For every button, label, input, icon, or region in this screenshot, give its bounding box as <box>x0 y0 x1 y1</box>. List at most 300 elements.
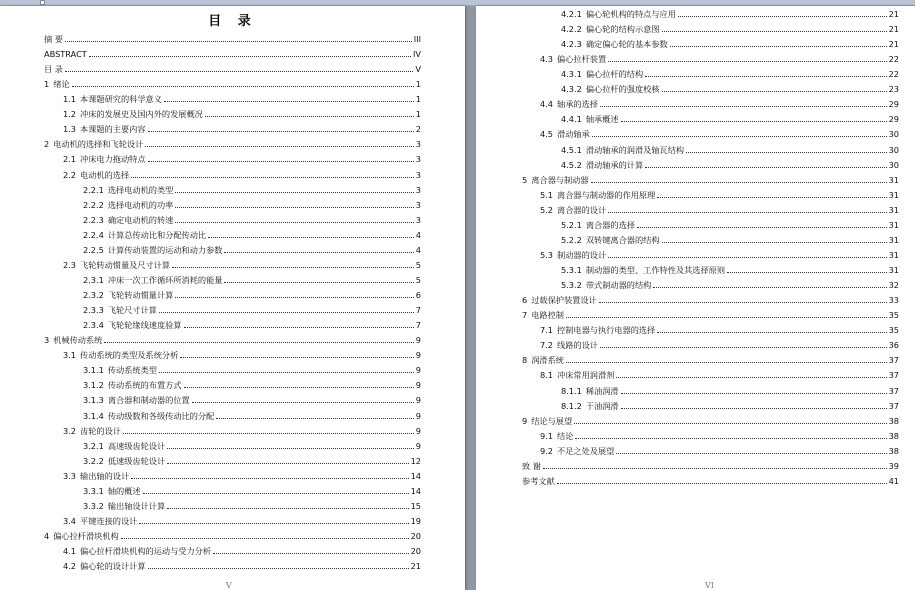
toc-entry[interactable] <box>540 323 899 337</box>
toc-entry-page: 12 <box>410 455 421 466</box>
toc-entry-title: 计算传动装置的运动和动力参数 <box>107 244 223 255</box>
toc-entry[interactable] <box>540 248 899 262</box>
toc-dot-leader <box>566 362 887 363</box>
toc-entry-title: 偏心轮机构的特点与应用 <box>585 9 676 19</box>
toc-entry-number: 7.2 <box>540 340 554 351</box>
toc-entry-title: 传动级数和各级传动比的分配 <box>107 410 215 421</box>
toc-dot-leader <box>159 372 414 373</box>
toc-entry-page: 30 <box>888 159 899 170</box>
page-number-footer: V <box>226 581 232 590</box>
toc-entry-number: 4.5.1 <box>561 144 582 155</box>
toc-entry-title: 确定偏心轮的基本参数 <box>585 39 668 50</box>
toc-entry-number: 2.3.4 <box>83 320 104 331</box>
toc-entry[interactable] <box>44 77 421 91</box>
toc-entry-title: 摘 要 <box>44 34 63 44</box>
toc-entry[interactable] <box>561 263 899 277</box>
toc-dot-leader <box>662 91 887 92</box>
toc-entry[interactable] <box>63 469 421 483</box>
toc-entry-title: 低速级齿轮设计 <box>107 455 166 466</box>
toc-entry[interactable] <box>522 474 899 488</box>
toc-dot-leader <box>224 252 413 253</box>
toc-entry-title: 双转键离合器的结构 <box>585 234 660 245</box>
toc-entry-page: V <box>415 64 421 75</box>
toc-entry[interactable] <box>44 32 421 46</box>
toc-entry-page: 30 <box>888 144 899 155</box>
toc-entry-number: 7 <box>522 310 528 321</box>
toc-entry-number: 8.1 <box>540 370 554 381</box>
toc-dot-leader <box>175 222 413 223</box>
toc-entry-number: 4.3.1 <box>561 69 582 80</box>
toc-entry-title: 计算总传动比和分配传动比 <box>107 229 207 240</box>
toc-entry[interactable] <box>63 152 421 166</box>
toc-entry[interactable] <box>561 233 899 247</box>
toc-entry-title: 传动系统类型 <box>107 365 157 376</box>
toc-entry[interactable] <box>83 273 421 287</box>
toc-dot-leader <box>131 478 408 479</box>
toc-entry-number: 1 <box>44 79 50 90</box>
toc-entry-page: 20 <box>410 546 421 557</box>
toc-entry-page: 39 <box>888 460 899 471</box>
toc-entry-title: 电动机的选择 <box>80 169 130 180</box>
toc-entry-page: 9 <box>415 350 421 361</box>
toc-entry-title: 干油润滑 <box>585 400 619 411</box>
toc-entry[interactable] <box>63 348 421 362</box>
toc-entry-page: 37 <box>888 355 899 366</box>
toc-entry[interactable] <box>522 308 899 322</box>
toc-entry-page: 31 <box>888 249 899 260</box>
toc-entry[interactable] <box>83 454 421 468</box>
toc-entry-page: 33 <box>888 295 899 306</box>
toc-entry[interactable] <box>44 47 421 61</box>
page-number-footer: VI <box>705 581 714 590</box>
toc-dot-leader <box>645 76 886 77</box>
toc-entry-page: 1 <box>415 79 421 90</box>
toc-dot-leader <box>205 116 414 117</box>
toc-dot-leader <box>148 161 414 162</box>
toc-entry-number: 2.3 <box>63 259 77 270</box>
toc-dot-leader <box>172 267 414 268</box>
toc-entry[interactable] <box>522 459 899 473</box>
toc-entry-number: 3.1.3 <box>83 395 104 406</box>
toc-entry-title: 冲床一次工作循环所消耗的能量 <box>107 274 223 285</box>
toc-entry-title: 偏心拉杆的强度校核 <box>585 84 660 95</box>
toc-entry-title: 控制电器与执行电器的选择 <box>557 325 656 336</box>
toc-entry-title: 机械传动系统 <box>53 335 103 346</box>
toc-dot-leader <box>139 523 408 524</box>
toc-entry-title: 结论与展望 <box>531 415 573 426</box>
toc-entry-title: 冲床的发展史及国内外的发展概况 <box>80 109 203 120</box>
toc-entry-number: 3.2.1 <box>83 440 104 451</box>
toc-entry-title: 高速级齿轮设计 <box>107 440 166 451</box>
toc-entry-title: 输出轴的设计 <box>80 470 130 481</box>
toc-entry[interactable] <box>83 409 421 423</box>
toc-entry[interactable] <box>83 303 421 317</box>
toc-entry[interactable] <box>83 213 421 227</box>
toc-dot-leader <box>123 433 414 434</box>
toc-entry[interactable] <box>63 544 421 558</box>
toc-entry-page: 4 <box>415 244 421 255</box>
toc-entry-title: 轴的概述 <box>107 485 141 496</box>
toc-entry-title: 偏心拉杆滑块机构 <box>53 530 119 541</box>
toc-entry-page: 14 <box>410 470 421 481</box>
toc-entry-number: 8.1.1 <box>561 385 582 396</box>
toc-dot-leader <box>621 393 887 394</box>
toc-entry[interactable] <box>561 399 899 413</box>
toc-entry-title: 滑动轴承的计算 <box>585 159 644 170</box>
toc-dot-leader <box>662 31 887 32</box>
toc-entry[interactable] <box>63 168 421 182</box>
toc-entry-page: 31 <box>888 174 899 185</box>
toc-entry-title: 电动机的选择和飞轮设计 <box>53 139 144 150</box>
toc-entry-title: 绪论 <box>53 79 70 90</box>
toc-entry-page: 35 <box>888 310 899 321</box>
toc-entry-page: 37 <box>888 370 899 381</box>
toc-entry-page: IV <box>412 49 421 60</box>
toc-entry[interactable] <box>561 384 899 398</box>
toc-dot-leader <box>637 227 887 228</box>
toc-dot-leader <box>621 408 887 409</box>
toc-entry-number: 5 <box>522 174 528 185</box>
toc-dot-leader <box>670 46 887 47</box>
toc-entry[interactable] <box>83 228 421 242</box>
toc-entry[interactable] <box>540 97 899 111</box>
toc-entry-page: 38 <box>888 430 899 441</box>
toc-entry[interactable] <box>540 127 899 141</box>
toc-entry-title: 齿轮的设计 <box>80 425 121 436</box>
toc-entry-number: 6 <box>522 295 528 306</box>
toc-entry-number: 2.3.2 <box>83 290 104 301</box>
toc-entry-page: 7 <box>415 305 421 316</box>
toc-entry[interactable] <box>83 484 421 498</box>
toc-dot-leader <box>727 272 887 273</box>
ruler-indent-marker[interactable] <box>40 0 45 5</box>
toc-entry-title: 冲床常用润滑剂 <box>557 370 615 381</box>
toc-entry[interactable] <box>44 62 421 76</box>
toc-entry-number: 1.3 <box>63 124 77 135</box>
toc-entry-number: 4.4 <box>540 99 554 110</box>
toc-entry[interactable] <box>561 218 899 232</box>
toc-entry-number: 9.1 <box>540 430 554 441</box>
toc-entry-page: 5 <box>415 259 421 270</box>
toc-entry-title: 离合器和制动器的位置 <box>107 395 190 406</box>
toc-entry[interactable] <box>561 158 899 172</box>
toc-entry-title: 飞轮尺寸计算 <box>107 305 157 316</box>
toc-dot-leader <box>121 538 409 539</box>
toc-entry[interactable] <box>44 333 421 347</box>
toc-entry-number: 2 <box>44 139 50 150</box>
toc-entry-number: 4.1 <box>63 546 77 557</box>
toc-entry[interactable] <box>83 318 421 332</box>
toc-entry-number: 5.2 <box>540 204 554 215</box>
toc-entry-number: 3.2 <box>63 425 77 436</box>
toc-entry-page: 9 <box>415 380 421 391</box>
toc-entry-page: 41 <box>888 475 899 486</box>
toc-dot-leader <box>653 287 886 288</box>
toc-entry-number: 4.2 <box>63 561 77 572</box>
toc-dot-leader <box>224 282 413 283</box>
toc-entry[interactable] <box>540 368 899 382</box>
toc-entry-page: 37 <box>888 385 899 396</box>
toc-dot-leader <box>167 463 408 464</box>
toc-entry-title: 飞轮转动惯量计算 <box>107 290 174 301</box>
toc-entry-page: 21 <box>410 561 421 572</box>
toc-entry[interactable] <box>44 137 421 151</box>
toc-dot-leader <box>566 317 887 318</box>
toc-entry-page: 3 <box>415 214 421 225</box>
toc-entry-page: 32 <box>888 280 899 291</box>
toc-entry[interactable] <box>63 559 421 573</box>
toc-entry-title: 制动器的设计 <box>557 249 607 260</box>
toc-entry[interactable] <box>83 499 421 513</box>
toc-entry-number: 8.1.2 <box>561 400 582 411</box>
toc-entry-number: 4.5.2 <box>561 159 582 170</box>
toc-entry-number: 5.2.2 <box>561 234 582 245</box>
toc-entry-title: 离合器的选择 <box>585 219 635 230</box>
toc-entry[interactable] <box>83 439 421 453</box>
toc-entry-number: 8 <box>522 355 528 366</box>
toc-entry[interactable] <box>522 353 899 367</box>
toc-entry-page: 9 <box>415 440 421 451</box>
toc-dot-leader <box>175 297 413 298</box>
toc-entry-number: 2.1 <box>63 154 77 165</box>
toc-entry[interactable] <box>540 188 899 202</box>
toc-entry-page: 3 <box>415 154 421 165</box>
toc-entry-page: 3 <box>415 139 421 150</box>
toc-dot-leader <box>645 167 886 168</box>
toc-entry[interactable] <box>540 203 899 217</box>
toc-entry-page: 1 <box>415 94 421 105</box>
toc-dot-leader <box>65 71 413 72</box>
toc-entry-page: 9 <box>415 335 421 346</box>
toc-entry-title: 滑动轴承 <box>557 129 590 140</box>
toc-entry-number: 4 <box>44 530 50 541</box>
toc-entry-title: 离合器的设计 <box>557 204 607 215</box>
toc-dot-leader <box>65 41 412 42</box>
toc-entry-page: 38 <box>888 445 899 456</box>
toc-dot-leader <box>143 493 409 494</box>
toc-entry-number: 3.1 <box>63 350 77 361</box>
toc-entry[interactable] <box>83 288 421 302</box>
toc-entry-number: 4.2.1 <box>561 9 582 19</box>
toc-entry-page: 19 <box>410 515 421 526</box>
toc-entry-title: 轴承的选择 <box>557 99 598 110</box>
toc-dot-leader <box>678 16 887 17</box>
toc-entry-page: 3 <box>415 169 421 180</box>
toc-entry[interactable] <box>540 429 899 443</box>
toc-entry-page: 31 <box>888 204 899 215</box>
toc-entry-page: 6 <box>415 290 421 301</box>
toc-entry-title: 确定电动机的转速 <box>107 214 174 225</box>
toc-entry-page: 9 <box>415 410 421 421</box>
toc-entry-number: 3 <box>44 335 50 346</box>
toc-dot-leader <box>192 402 414 403</box>
toc-entry-page: 20 <box>410 530 421 541</box>
toc-entry-number: 2.2.5 <box>83 244 104 255</box>
toc-entry[interactable] <box>83 198 421 212</box>
toc-entry[interactable] <box>561 143 899 157</box>
toc-entry[interactable] <box>44 529 421 543</box>
toc-entry-page: 23 <box>888 84 899 95</box>
toc-entry-number: 2.2.2 <box>83 199 104 210</box>
toc-entry-title: 偏心轮的结构示意图 <box>585 24 660 35</box>
toc-dot-leader <box>686 152 886 153</box>
toc-entry-title: 本课题研究的科学意义 <box>80 94 162 105</box>
toc-dot-leader <box>616 453 886 454</box>
toc-entry-number: 1.2 <box>63 109 77 120</box>
toc-entry[interactable] <box>83 378 421 392</box>
toc-entry-number: 3.4 <box>63 515 77 526</box>
toc-entry[interactable] <box>63 92 421 106</box>
toc-entry-number: 5.3 <box>540 249 554 260</box>
toc-dot-leader <box>592 136 887 137</box>
toc-entry-title: 传动系统的类型及系统分析 <box>80 350 179 361</box>
toc-entry-page: 9 <box>415 365 421 376</box>
toc-entry[interactable] <box>522 173 899 187</box>
toc-entry-number: 2.3.1 <box>83 274 104 285</box>
toc-entry-title: 稀油润滑 <box>585 385 619 396</box>
toc-entry[interactable] <box>561 278 899 292</box>
toc-entry-page: 4 <box>415 229 421 240</box>
toc-entry-title: 目 录 <box>44 64 63 75</box>
toc-entry-page: 9 <box>415 395 421 406</box>
toc-dot-leader <box>180 357 413 358</box>
toc-entry-page: 36 <box>888 340 899 351</box>
toc-entry[interactable] <box>561 22 899 36</box>
toc-entry[interactable] <box>561 67 899 81</box>
toc-dot-leader <box>104 342 413 343</box>
toc-entry-page: 22 <box>888 54 899 65</box>
toc-dot-leader <box>164 101 414 102</box>
toc-dot-leader <box>148 568 409 569</box>
toc-entry-title: 偏心拉杆滑块机构的运动与受力分析 <box>80 546 212 557</box>
toc-entry-title: 轴承概述 <box>585 114 619 125</box>
toc-entry-title: 输出轴设计计算 <box>107 500 166 511</box>
toc-entry-title: 偏心拉杆装置 <box>557 54 607 65</box>
toc-entry-number: 9.2 <box>540 445 554 456</box>
toc-entry-title: 选择电动机的类型 <box>107 184 174 195</box>
toc-heading: 目 录 <box>208 14 257 29</box>
toc-dot-leader <box>600 347 887 348</box>
toc-entry-title: 偏心拉杆的结构 <box>585 69 644 80</box>
toc-entry-number: 3.3.2 <box>83 500 104 511</box>
toc-entry-page: 29 <box>888 99 899 110</box>
toc-entry-title: 电路控制 <box>531 310 564 321</box>
toc-entry-page: 21 <box>888 9 899 19</box>
toc-dot-leader <box>575 438 886 439</box>
toc-entry[interactable] <box>561 7 899 21</box>
toc-entry-title: 不足之处及展望 <box>557 445 615 456</box>
toc-dot-leader <box>599 302 887 303</box>
toc-dot-leader <box>662 242 887 243</box>
toc-entry[interactable] <box>63 514 421 528</box>
toc-entry-title: ABSTRACT <box>44 49 87 60</box>
toc-entry-page: 9 <box>415 425 421 436</box>
toc-entry-title: 制动器的类型、工作特性及其选择原则 <box>585 265 726 276</box>
toc-entry[interactable] <box>63 424 421 438</box>
toc-entry-number: 5.2.1 <box>561 219 582 230</box>
toc-entry-page: 31 <box>888 234 899 245</box>
toc-entry-page: 31 <box>888 219 899 230</box>
toc-dot-leader <box>557 483 887 484</box>
toc-entry[interactable] <box>540 444 899 458</box>
toc-entry-page: 31 <box>888 189 899 200</box>
document-page-right <box>476 6 915 590</box>
toc-entry[interactable] <box>540 338 899 352</box>
toc-entry-title: 冲床电力拖动特点 <box>80 154 146 165</box>
toc-entry-number: 2.3.3 <box>83 305 104 316</box>
toc-entry[interactable] <box>561 82 899 96</box>
toc-entry-number: 2.2.3 <box>83 214 104 225</box>
toc-entry-number: 9 <box>522 415 528 426</box>
toc-dot-leader <box>621 121 887 122</box>
toc-dot-leader <box>145 146 413 147</box>
toc-entry[interactable] <box>63 258 421 272</box>
toc-dot-leader <box>131 177 414 178</box>
toc-entry-title: 滑动轴承的润滑及轴瓦结构 <box>585 144 685 155</box>
toc-dot-leader <box>167 508 408 509</box>
toc-entry-number: 2.2 <box>63 169 77 180</box>
toc-entry-title: 偏心轮的设计计算 <box>80 561 146 572</box>
toc-entry-title: 结论 <box>557 430 574 441</box>
toc-entry[interactable] <box>522 293 899 307</box>
toc-entry-number: 3.3.1 <box>83 485 104 496</box>
toc-entry-page: 21 <box>888 39 899 50</box>
toc-entry-number: 4.4.1 <box>561 114 582 125</box>
toc-entry-number: 4.3 <box>540 54 554 65</box>
toc-entry[interactable] <box>83 243 421 257</box>
toc-entry-page: 3 <box>415 184 421 195</box>
toc-dot-leader <box>657 197 886 198</box>
toc-entry[interactable] <box>561 37 899 51</box>
toc-entry-page: 35 <box>888 325 899 336</box>
toc-entry[interactable] <box>561 112 899 126</box>
toc-entry[interactable] <box>63 122 421 136</box>
toc-entry-number: 3.1.4 <box>83 410 104 421</box>
toc-dot-leader <box>657 332 886 333</box>
toc-entry-number: 1.1 <box>63 94 77 105</box>
toc-entry-title: 润滑系统 <box>531 355 564 366</box>
toc-entry-title: 线路的设计 <box>557 340 598 351</box>
toc-entry-page: 22 <box>888 69 899 80</box>
toc-entry[interactable] <box>83 363 421 377</box>
toc-dot-leader <box>175 207 413 208</box>
toc-dot-leader <box>608 257 886 258</box>
toc-entry[interactable] <box>83 393 421 407</box>
toc-entry-page: 38 <box>888 415 899 426</box>
toc-entry[interactable] <box>540 52 899 66</box>
toc-dot-leader <box>574 423 886 424</box>
toc-dot-leader <box>543 468 887 469</box>
toc-dot-leader <box>216 418 413 419</box>
toc-entry-number: 5.3.1 <box>561 265 582 276</box>
toc-entry-number: 4.3.2 <box>561 84 582 95</box>
toc-entry[interactable] <box>63 107 421 121</box>
toc-entry-title: 飞轮转动惯量及尺寸计算 <box>80 259 171 270</box>
toc-entry-title: 离合器与制动器 <box>531 174 589 185</box>
toc-entry-number: 3.3 <box>63 470 77 481</box>
toc-entry[interactable] <box>83 183 421 197</box>
toc-dot-leader <box>608 212 886 213</box>
toc-entry-page: 1 <box>415 109 421 120</box>
toc-entry[interactable] <box>522 414 899 428</box>
toc-entry-page: 5 <box>415 274 421 285</box>
toc-dot-leader <box>72 86 414 87</box>
toc-entry-page: 29 <box>888 114 899 125</box>
toc-entry-title: 过载保护装置设计 <box>531 295 597 306</box>
toc-entry-title: 参考文献 <box>522 475 555 486</box>
toc-dot-leader <box>167 448 414 449</box>
toc-dot-leader <box>184 327 414 328</box>
